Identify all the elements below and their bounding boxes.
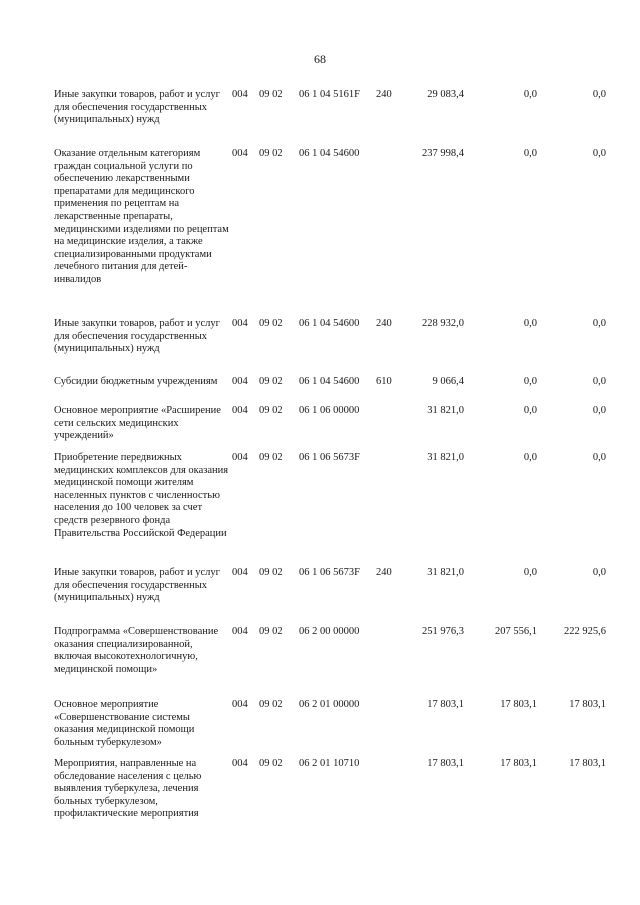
- row-name: Иные закупки товаров, работ и услуг для обеспечения государственных (муниципальных) нужд: [54, 567, 220, 604]
- row-value-2: 207 556,1: [495, 626, 537, 637]
- row-name: Мероприятия, направленные на обследование населения с целью выявления туберкулеза, лечения больных туберкулезом, профилактические мероприятия: [54, 758, 202, 820]
- row-expense-type: 240: [376, 89, 392, 100]
- row-value-1: 31 821,0: [427, 567, 464, 578]
- row-ministry-code: 004: [232, 318, 248, 329]
- row-value-1: 17 803,1: [427, 758, 464, 769]
- row-value-1: 29 083,4: [427, 89, 464, 100]
- row-value-1: 228 932,0: [422, 318, 464, 329]
- row-target-code: 06 1 06 00000: [299, 405, 360, 416]
- row-target-code: 06 2 01 00000: [299, 699, 360, 710]
- row-ministry-code: 004: [232, 89, 248, 100]
- row-value-1: 31 821,0: [427, 405, 464, 416]
- row-value-2: 0,0: [523, 318, 537, 329]
- row-target-code: 06 2 00 00000: [299, 626, 360, 637]
- row-section-code: 09 02: [259, 567, 283, 578]
- row-value-3: 0,0: [592, 452, 606, 463]
- row-value-1: 17 803,1: [427, 699, 464, 710]
- row-section-code: 09 02: [259, 758, 283, 769]
- row-ministry-code: 004: [232, 567, 248, 578]
- row-value-3: 0,0: [592, 405, 606, 416]
- row-name: Приобретение передвижных медицинских комплексов для оказания медицинской помощи жителям населенных пунктов с численностью населения до 100 человек за счет средств резервного фонда Правительства Российской Федерации: [54, 452, 229, 539]
- row-section-code: 09 02: [259, 626, 283, 637]
- row-value-3: 0,0: [592, 148, 606, 159]
- row-name: Иные закупки товаров, работ и услуг для обеспечения государственных (муниципальных) нужд: [54, 89, 220, 126]
- row-ministry-code: 004: [232, 452, 248, 463]
- row-target-code: 06 1 06 5673F: [299, 452, 360, 463]
- row-value-3: 0,0: [592, 318, 606, 329]
- row-value-2: 0,0: [523, 89, 537, 100]
- row-value-2: 0,0: [523, 567, 537, 578]
- row-name: Субсидии бюджетным учреждениям: [54, 376, 218, 387]
- row-value-1: 31 821,0: [427, 452, 464, 463]
- row-section-code: 09 02: [259, 452, 283, 463]
- row-section-code: 09 02: [259, 318, 283, 329]
- row-value-3: 222 925,6: [564, 626, 606, 637]
- row-name: Иные закупки товаров, работ и услуг для обеспечения государственных (муниципальных) нужд: [54, 318, 220, 355]
- row-name: Подпрограмма «Совершенствование оказания специализированной, включая высокотехнологичную, медицинской помощи»: [54, 626, 219, 675]
- row-section-code: 09 02: [259, 699, 283, 710]
- row-value-2: 0,0: [523, 405, 537, 416]
- row-ministry-code: 004: [232, 148, 248, 159]
- page-number: 68: [314, 52, 326, 66]
- row-value-2: 17 803,1: [500, 699, 537, 710]
- row-value-2: 0,0: [523, 452, 537, 463]
- row-section-code: 09 02: [259, 405, 283, 416]
- row-value-3: 0,0: [592, 567, 606, 578]
- row-target-code: 06 2 01 10710: [299, 758, 360, 769]
- row-expense-type: 610: [376, 376, 392, 387]
- row-value-1: 9 066,4: [432, 376, 464, 387]
- row-ministry-code: 004: [232, 626, 248, 637]
- row-value-2: 17 803,1: [500, 758, 537, 769]
- row-value-3: 17 803,1: [569, 758, 606, 769]
- row-expense-type: 240: [376, 318, 392, 329]
- row-section-code: 09 02: [259, 148, 283, 159]
- row-expense-type: 240: [376, 567, 392, 578]
- row-section-code: 09 02: [259, 89, 283, 100]
- row-value-3: 0,0: [592, 376, 606, 387]
- row-value-3: 17 803,1: [569, 699, 606, 710]
- row-target-code: 06 1 04 5161F: [299, 89, 360, 100]
- row-section-code: 09 02: [259, 376, 283, 387]
- row-target-code: 06 1 06 5673F: [299, 567, 360, 578]
- row-ministry-code: 004: [232, 699, 248, 710]
- row-value-2: 0,0: [523, 148, 537, 159]
- row-ministry-code: 004: [232, 405, 248, 416]
- row-name: Основное мероприятие «Расширение сети сельских медицинских учреждений»: [54, 405, 221, 442]
- row-ministry-code: 004: [232, 376, 248, 387]
- row-value-2: 0,0: [523, 376, 537, 387]
- row-value-1: 251 976,3: [422, 626, 464, 637]
- row-name: Оказание отдельным категориям граждан социальной услуги по обеспечению лекарственными препаратами для медицинского применения по рецептам на лекарственные препараты, медицинскими изделиями по рецептам на медицинские изделия, а также специализированными продуктами лечебного питания для детей-инвалидов: [54, 148, 229, 285]
- row-target-code: 06 1 04 54600: [299, 148, 360, 159]
- row-ministry-code: 004: [232, 758, 248, 769]
- row-target-code: 06 1 04 54600: [299, 318, 360, 329]
- row-target-code: 06 1 04 54600: [299, 376, 360, 387]
- row-value-1: 237 998,4: [422, 148, 464, 159]
- row-value-3: 0,0: [592, 89, 606, 100]
- row-name: Основное мероприятие «Совершенствование системы оказания медицинской помощи больным туберкулезом»: [54, 699, 195, 748]
